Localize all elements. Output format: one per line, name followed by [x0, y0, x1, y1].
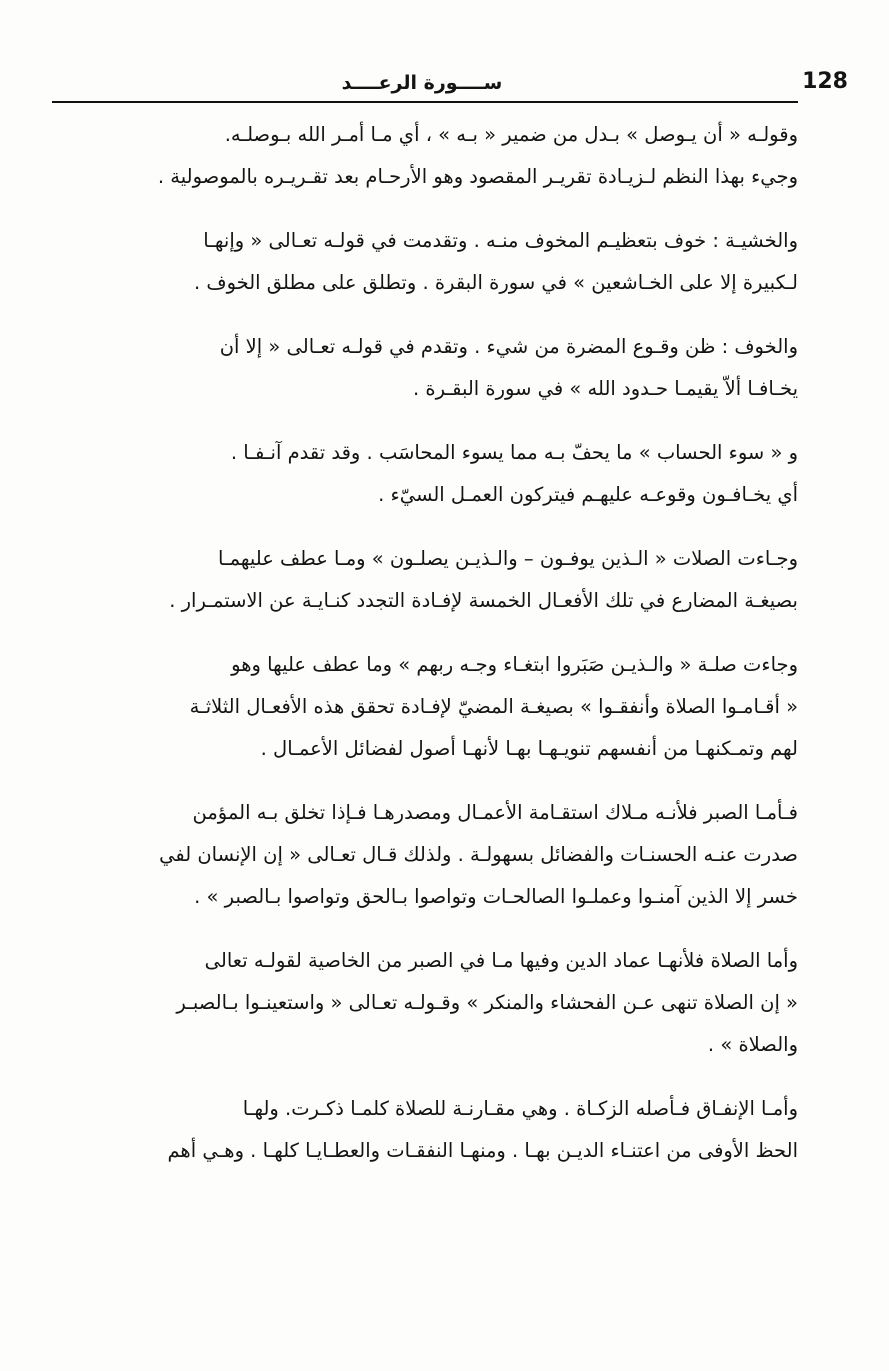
text-line: وجاءت صلـة « والـذيـن صَبَروا ابتغـاء وجـه ربهم » وما عطف عليها وهو — [231, 653, 798, 676]
text-line: يخـافـا ألاّ يقيمـا حـدود الله » في سورة البقـرة . — [413, 377, 798, 400]
text-line: وأمـا الإنفـاق فـأصله الزكـاة . وهي مقـارنـة للصلاة كلمـا ذكـرت. ولهـا — [242, 1097, 798, 1120]
header-rule — [52, 101, 798, 103]
text-line: وجيء بهذا النظم لـزيـادة تقريـر المقصود وهو الأرحـام بعد تقـريـره بالموصولية . — [157, 165, 798, 188]
text-line: صدرت عنـه الحسنـات والفضائل بسهولـة . ولذلك قـال تعـالى « إن الإنسان لفي — [159, 843, 798, 866]
text-line: وقولـه « أن يـوصل » بـدل من ضمير « بـه » ، أي مـا أمـر الله بـوصلـه. — [224, 123, 798, 146]
body-text — [52, 114, 798, 1194]
paragraph — [52, 538, 798, 622]
text-line: والخشيـة : خوف بتعظيـم المخوف منـه . وتقدمت في قولـه تعـالى « وإنهـا — [203, 229, 798, 252]
paragraph — [52, 114, 798, 198]
text-line: خسر إلا الذين آمنـوا وعملـوا الصالحـات وتواصوا بـالحق وتواصوا بـالصبر » . — [194, 885, 798, 908]
text-line: وأما الصلاة فلأنهـا عماد الدين وفيها مـا في الصبر من الخاصية لقولـه تعالى — [204, 949, 798, 972]
text-line: لهم وتمـكنهـا من أنفسهم تنويـهـا بهـا لأنهـا أصول لفضائل الأعمـال . — [260, 737, 798, 760]
text-line: والخوف : ظن وقـوع المضرة من شيء . وتقدم في قولـه تعـالى « إلا أن — [219, 335, 798, 358]
text-line: « أقـامـوا الصلاة وأنفقـوا » بصيغـة المضيّ لإفـادة تحقق هذه الأفعـال الثلاثـة — [189, 695, 798, 718]
paragraph — [52, 644, 798, 770]
page-number: 128 — [802, 69, 848, 94]
text-line: فـأمـا الصبر فلأنـه مـلاك استقـامة الأعمـال ومصدرهـا فـإذا تخلق بـه المؤمن — [192, 801, 798, 824]
text-line: وجـاءت الصلات « الـذين يوفـون – والـذيـن يصلـون » ومـا عطف عليهمـا — [217, 547, 798, 570]
text-line: بصيغـة المضارع في تلك الأفعـال الخمسة لإفـادة التجدد كنـايـة عن الاستمـرار . — [169, 589, 798, 612]
text-line: والصلاة » . — [707, 1033, 798, 1056]
paragraph — [52, 220, 798, 304]
paragraph — [52, 792, 798, 918]
paragraph — [52, 940, 798, 1066]
text-line: الحظ الأوفى من اعتنـاء الديـن بهـا . ومنهـا النفقـات والعطـايـا كلهـا . وهـي أهم — [167, 1139, 798, 1162]
paragraph — [52, 1088, 798, 1172]
paragraph — [52, 326, 798, 410]
text-line: « إن الصلاة تنهى عـن الفحشاء والمنكر » وقـولـه تعـالى « واستعينـوا بـالصبـر — [176, 991, 798, 1014]
text-line: لـكبيرة إلا على الخـاشعين » في سورة البقرة . وتطلق على مطلق الخوف . — [193, 271, 798, 294]
surah-title: ســــورة الرعــــد — [341, 72, 503, 94]
text-line: و « سوء الحساب » ما يحفّ بـه مما يسوء المحاسَب . وقد تقدم آنـفـا . — [230, 441, 798, 464]
page-header — [52, 66, 848, 102]
paragraph — [52, 432, 798, 516]
text-line: أي يخـافـون وقوعـه عليهـم فيتركون العمـل السيّء . — [378, 483, 798, 506]
